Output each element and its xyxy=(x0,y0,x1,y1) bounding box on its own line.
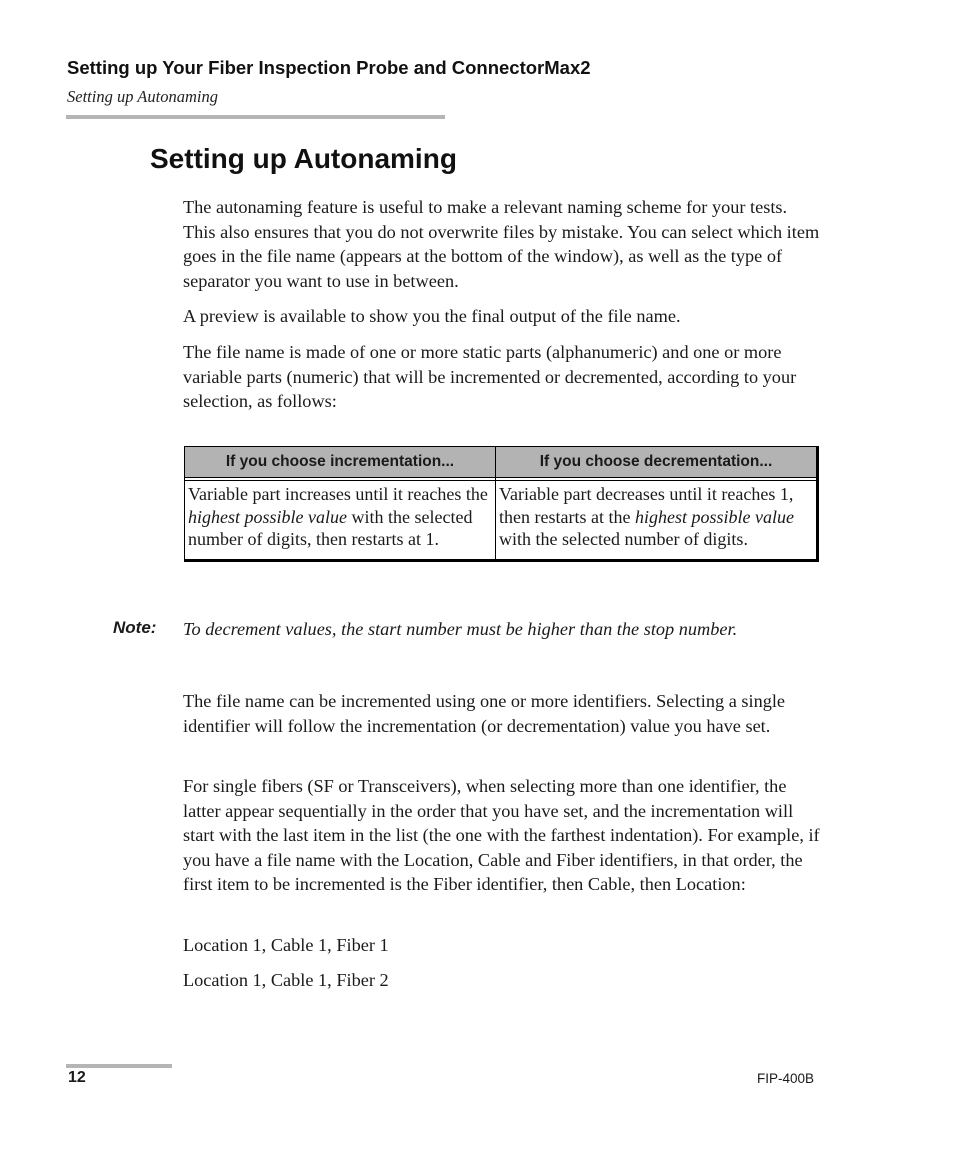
running-header-subtitle: Setting up Autonaming xyxy=(67,87,218,106)
page-number: 12 xyxy=(68,1069,86,1086)
paragraph-identifiers: The file name can be incremented using one or more identifiers. Selecting a single identifier will follow the incrementation (or decrementation) value you have set. xyxy=(183,691,786,736)
table-cell-incrementation xyxy=(185,481,496,561)
cell-text: with the selected number of digits, then restarts at 1. xyxy=(188,506,473,549)
paragraph-file-name-parts: The file name is made of one or more static parts (alphanumeric) and one or more variable parts (numeric) that will be incremented or decremented, according to your selection, as follows: xyxy=(183,342,797,412)
paragraph-intro: The autonaming feature is useful to make a relevant naming scheme for your tests. This also ensures that you do not overwrite files by mistake. You can select which item goes in the file name (appears at the bottom of the window), as well as the type of separator you want to use in between. xyxy=(183,197,820,291)
example-line-1: Location 1, Cable 1, Fiber 1 xyxy=(183,935,389,955)
cell-text: Variable part decreases until it reaches 1, then restarts at the xyxy=(499,484,794,527)
note-label: Note: xyxy=(113,618,157,637)
section-title: Setting up Autonaming xyxy=(150,143,457,174)
table-cell-decrementation xyxy=(496,481,818,561)
table-header-incrementation: If you choose incrementation... xyxy=(185,447,496,478)
cell-emphasis: highest possible value xyxy=(188,506,347,527)
increment-decrement-table xyxy=(184,446,819,562)
paragraph-preview: A preview is available to show you the final output of the file name. xyxy=(183,306,681,326)
paragraph-single-fibers: For single fibers (SF or Transceivers), when selecting more than one identifier, the latter appear sequentially in the order that you have set, and the incrementation will start with the last item in the list (the one with the farthest indentation). For example, if you have a file name with the Location, Cable and Fiber identifiers, in that order, the first item to be incremented is the Fiber identifier, then Cable, then Location: xyxy=(183,776,820,895)
cell-text: with the selected number of digits. xyxy=(499,529,748,549)
footer-rule xyxy=(66,1064,172,1068)
example-line-2: Location 1, Cable 1, Fiber 2 xyxy=(183,970,389,990)
running-header-title: Setting up Your Fiber Inspection Probe and ConnectorMax2 xyxy=(67,57,591,78)
table-header-decrementation: If you choose decrementation... xyxy=(496,447,818,478)
header-rule xyxy=(66,115,445,119)
note-text: To decrement values, the start number must be higher than the stop number. xyxy=(183,619,738,639)
product-name: FIP-400B xyxy=(757,1071,815,1086)
cell-emphasis: highest possible value xyxy=(634,506,794,527)
cell-text: Variable part increases until it reaches the xyxy=(188,484,488,504)
